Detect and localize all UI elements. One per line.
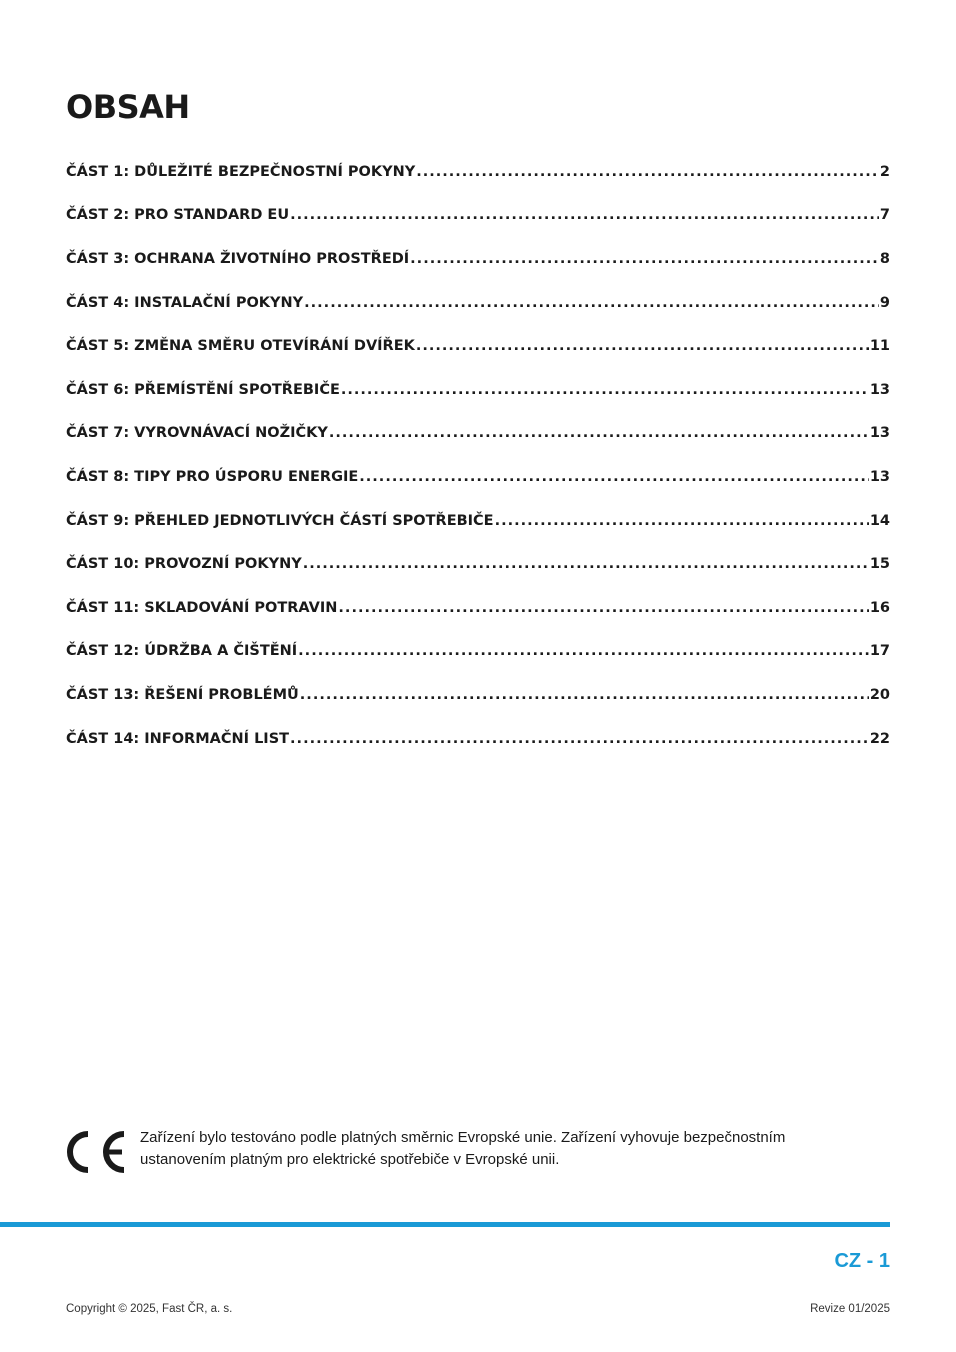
toc-entry[interactable] xyxy=(66,194,890,238)
toc-entry-label: ČÁST 12: ÚDRŽBA A ČIŠTĚNÍ xyxy=(66,643,298,660)
toc-entry-page: 13 xyxy=(869,425,890,442)
ce-text-line: ustanovením platným pro elektrické spotřebiče v Evropské unii. xyxy=(140,1151,560,1168)
toc-leader-dots xyxy=(495,513,869,529)
toc-entry-label: ČÁST 14: INFORMAČNÍ LIST xyxy=(66,730,290,747)
toc-leader-dots xyxy=(338,600,868,616)
table-of-contents xyxy=(66,150,890,760)
toc-entry-page: 7 xyxy=(879,207,890,224)
toc-entry-page: 16 xyxy=(869,599,890,616)
copyright-text: Copyright © 2025, Fast ČR, a. s. xyxy=(66,1303,233,1315)
ce-text-line: Zařízení bylo testováno podle platných směrnic Evropské unie. Zařízení vyhovuje bezpečnostním xyxy=(140,1129,786,1146)
toc-entry[interactable] xyxy=(66,281,890,325)
toc-entry[interactable] xyxy=(66,150,890,194)
toc-entry-label: ČÁST 2: PRO STANDARD EU xyxy=(66,207,290,224)
toc-entry-page: 11 xyxy=(869,338,890,355)
toc-entry-label: ČÁST 13: ŘEŠENÍ PROBLÉMŮ xyxy=(66,686,299,703)
toc-entry-page: 20 xyxy=(869,686,890,703)
toc-entry-page: 2 xyxy=(879,163,890,180)
toc-entry[interactable] xyxy=(66,324,890,368)
toc-entry[interactable] xyxy=(66,237,890,281)
toc-entry[interactable] xyxy=(66,542,890,586)
toc-leader-dots xyxy=(329,425,869,441)
toc-leader-dots xyxy=(290,207,879,223)
toc-leader-dots xyxy=(298,643,869,659)
toc-entry-page: 15 xyxy=(869,556,890,573)
toc-leader-dots xyxy=(341,382,869,398)
toc-entry[interactable] xyxy=(66,630,890,674)
toc-entry-label: ČÁST 10: PROVOZNÍ POKYNY xyxy=(66,556,302,573)
toc-leader-dots xyxy=(290,731,869,747)
toc-entry-page: 14 xyxy=(869,512,890,529)
ce-declaration xyxy=(66,1127,880,1176)
toc-entry-page: 17 xyxy=(869,643,890,660)
toc-entry[interactable] xyxy=(66,412,890,456)
footer-divider xyxy=(0,1222,890,1227)
toc-leader-dots xyxy=(410,251,879,267)
ce-text xyxy=(140,1127,880,1171)
toc-entry-label: ČÁST 5: ZMĚNA SMĚRU OTEVÍRÁNÍ DVÍŘEK xyxy=(66,338,415,355)
toc-entry[interactable] xyxy=(66,673,890,717)
toc-entry-label: ČÁST 1: DŮLEŽITÉ BEZPEČNOSTNÍ POKYNY xyxy=(66,163,416,180)
toc-entry-label: ČÁST 11: SKLADOVÁNÍ POTRAVIN xyxy=(66,599,338,616)
toc-entry-label: ČÁST 9: PŘEHLED JEDNOTLIVÝCH ČÁSTÍ SPOTŘEBIČE xyxy=(66,512,494,529)
toc-entry[interactable] xyxy=(66,717,890,761)
toc-entry-label: ČÁST 3: OCHRANA ŽIVOTNÍHO PROSTŘEDÍ xyxy=(66,250,410,267)
toc-leader-dots xyxy=(304,295,879,311)
toc-leader-dots xyxy=(359,469,869,485)
toc-entry-label: ČÁST 4: INSTALAČNÍ POKYNY xyxy=(66,294,304,311)
toc-entry-label: ČÁST 6: PŘEMÍSTĚNÍ SPOTŘEBIČE xyxy=(66,381,340,398)
toc-entry-page: 9 xyxy=(879,294,890,311)
toc-entry[interactable] xyxy=(66,499,890,543)
revision-text: Revize 01/2025 xyxy=(810,1303,890,1315)
toc-leader-dots xyxy=(300,687,869,703)
ce-mark-icon xyxy=(66,1128,130,1176)
toc-entry-page: 22 xyxy=(869,730,890,747)
toc-entry-page: 8 xyxy=(879,250,890,267)
toc-entry[interactable] xyxy=(66,455,890,499)
toc-entry-page: 13 xyxy=(869,468,890,485)
toc-entry-label: ČÁST 7: VYROVNÁVACÍ NOŽIČKY xyxy=(66,425,328,442)
toc-entry-page: 13 xyxy=(869,381,890,398)
toc-leader-dots xyxy=(416,338,869,354)
toc-leader-dots xyxy=(303,556,869,572)
toc-entry[interactable] xyxy=(66,586,890,630)
toc-entry-label: ČÁST 8: TIPY PRO ÚSPORU ENERGIE xyxy=(66,468,359,485)
toc-entry[interactable] xyxy=(66,368,890,412)
page-number: CZ - 1 xyxy=(834,1250,890,1272)
page-title: OBSAH xyxy=(66,88,190,126)
toc-leader-dots xyxy=(416,164,879,180)
